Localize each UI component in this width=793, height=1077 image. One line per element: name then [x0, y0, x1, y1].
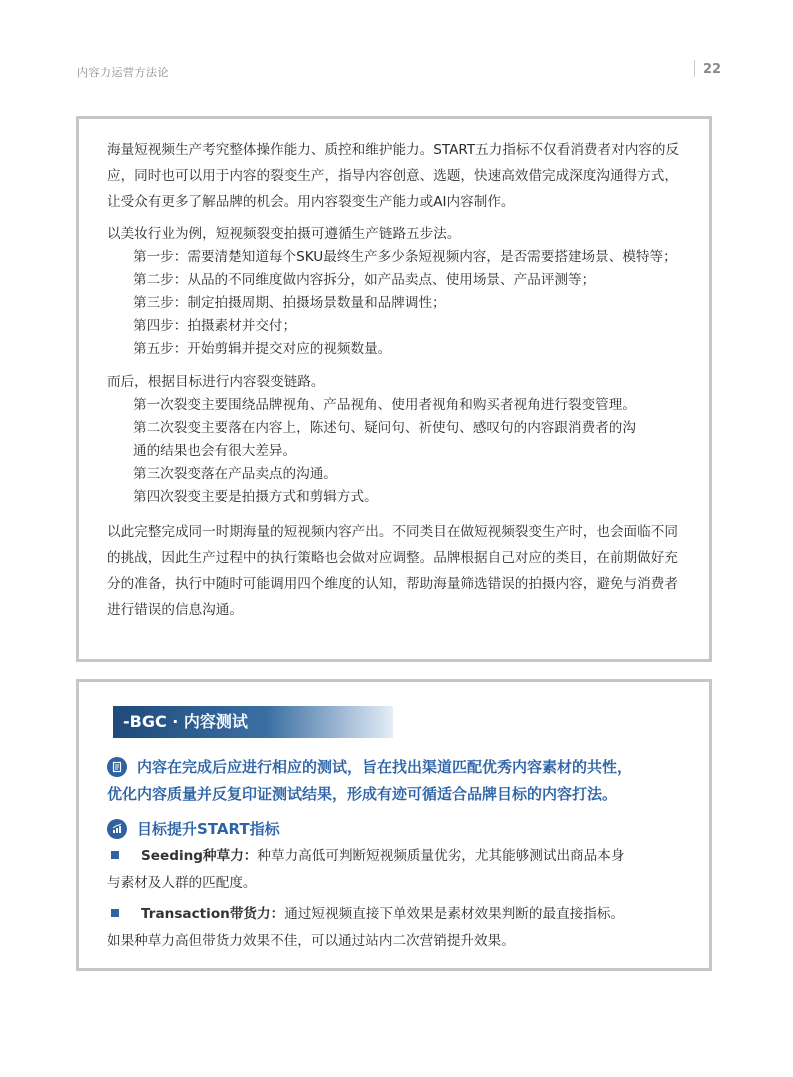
conclusion-paragraph: 以此完整完成同一时期海量的短视频内容产出。不同类目在做短视频裂变生产时，也会面临不同的挑战，因此生产过程中的执行策略也会做对应调整。品牌根据自己对应的类目，在前期做好充分的准备，执行中随时可能调用四个维度的认知，帮助海量筛选错误的拍摄内容，避免与消费者进行错误的信息沟通。 [107, 524, 678, 618]
square-bullet-icon [111, 851, 119, 859]
header-title: 内容力运营方法论 [77, 66, 169, 79]
text-box-production [76, 116, 712, 662]
square-bullet-icon [111, 909, 119, 917]
page-number: 22 [703, 62, 722, 77]
steps-group [107, 223, 681, 361]
header-divider [694, 60, 695, 77]
bullet-label: Seeding种草力： [141, 848, 258, 864]
fission-item: 通的结果也会有很大差异。 [133, 443, 297, 459]
step-item: 第三步：制定拍摄周期、拍摄场景数量和品牌调性； [133, 295, 446, 311]
step-item: 第四步：拍摄素材并交付； [133, 318, 297, 334]
step-item: 第五步：开始剪辑并提交对应的视频数量。 [133, 341, 392, 357]
fission-item: 第一次裂变主要围绕品牌视角、产品视角、使用者视角和购买者视角进行裂变管理。 [133, 397, 636, 413]
lead-statement [107, 754, 681, 781]
lead-line-1: 内容在完成后应进行相应的测试，旨在找出渠道匹配优秀内容素材的共性， [137, 758, 633, 776]
intro-paragraph: 海量短视频生产考究整体操作能力、质控和维护能力。START五力指标不仅看消费者对内容的反应，同时也可以用于内容的裂变生产，指导内容创意、选题，快速高效借完成深度沟通得方式，让受众有更多了解品牌的机会。用内容裂变生产能力或AI内容制作。 [107, 142, 680, 210]
bullet-label: Transaction带货力： [141, 906, 285, 922]
fission-group [107, 371, 681, 509]
bullet-item [107, 843, 681, 870]
fission-item: 第三次裂变落在产品卖点的沟通。 [133, 466, 337, 482]
step-item: 第二步：从品的不同维度做内容拆分，如产品卖点、使用场景、产品评测等； [133, 272, 596, 288]
fission-item: 第四次裂变主要是拍摄方式和剪辑方式。 [133, 489, 378, 505]
bullet-text: 种草力高低可判断短视频质量优劣，尤其能够测试出商品本身 [257, 848, 625, 864]
bullet-continuation: 与素材及人群的匹配度。 [107, 875, 257, 891]
chain-intro: 而后，根据目标进行内容裂变链路。 [107, 374, 325, 390]
bullet-item [107, 901, 681, 928]
chart-icon [107, 819, 127, 839]
bullet-continuation: 如果种草力高但带货力效果不佳，可以通过站内二次营销提升效果。 [107, 933, 515, 949]
example-intro: 以美妆行业为例，短视频裂变拍摄可遵循生产链路五步法。 [107, 226, 461, 242]
subtitle-row [107, 818, 681, 839]
subtitle: 目标提升START指标 [137, 820, 280, 838]
fission-item: 第二次裂变主要落在内容上，陈述句、疑问句、祈使句、感叹句的内容跟消费者的沟 [133, 420, 636, 436]
document-icon [107, 757, 127, 777]
text-box-testing [76, 679, 712, 971]
bullet-text: 通过短视频直接下单效果是素材效果判断的最直接指标。 [284, 906, 625, 922]
lead-line-2: 优化内容质量并反复印证测试结果，形成有迹可循适合品牌目标的内容打法。 [107, 785, 618, 803]
step-item: 第一步：需要清楚知道每个SKU最终生产多少条短视频内容，是否需要搭建场景、模特等； [133, 249, 677, 265]
section-banner: -BGC · 内容测试 [113, 706, 393, 738]
